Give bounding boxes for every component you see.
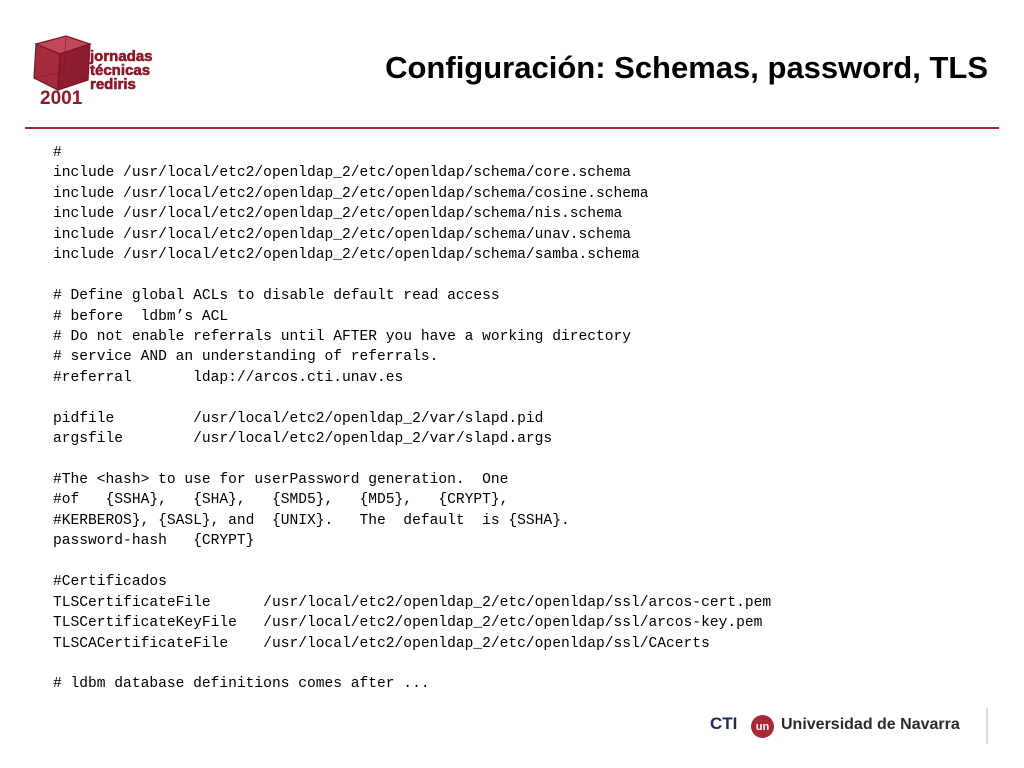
code-line: #The <hash> to use for userPassword generation. One — [53, 472, 509, 488]
code-line: #of {SSHA}, {SHA}, {SMD5}, {MD5}, {CRYPT}, — [53, 492, 509, 509]
code-line: # — [53, 145, 62, 161]
code-line: #Certificados — [53, 574, 167, 591]
code-line — [53, 552, 1003, 572]
logo-word-2: técnicas — [90, 62, 151, 79]
code-line — [53, 388, 1003, 408]
code-line: TLSCertificateFile /usr/local/etc2/openldap_2/etc/openldap/ssl/arcos-cert.pem — [53, 594, 772, 611]
code-line: # Do not enable referrals until AFTER you have a working directory — [53, 328, 632, 345]
footer-branding — [708, 708, 988, 748]
code-line — [53, 450, 1003, 470]
code-line: include /usr/local/etc2/openldap_2/etc/openldap/schema/samba.schema — [53, 247, 640, 264]
code-line: include /usr/local/etc2/openldap_2/etc/openldap/schema/cosine.schema — [53, 185, 649, 202]
code-line: #KERBEROS}, {SASL}, and {UNIX}. The default is {SSHA}. — [53, 512, 570, 529]
code-line — [53, 654, 1003, 674]
logo — [28, 32, 178, 110]
logo-year: 2001 — [40, 88, 83, 109]
code-line: password-hash {CRYPT} — [53, 533, 255, 550]
code-line: argsfile /usr/local/etc2/openldap_2/var/slapd.args — [53, 431, 553, 448]
page-title: Configuración: Schemas, password, TLS — [385, 50, 988, 85]
university-name: Universidad de Navarra — [781, 716, 960, 733]
cti-label: CTI — [710, 714, 738, 733]
code-line: include /usr/local/etc2/openldap_2/etc/openldap/schema/core.schema — [53, 165, 632, 182]
title-divider — [25, 127, 999, 129]
config-code-block — [53, 143, 1003, 695]
code-line: # Define global ACLs to disable default read access — [53, 288, 500, 305]
logo-word-3: rediris — [90, 76, 136, 93]
code-line: include /usr/local/etc2/openldap_2/etc/openldap/schema/nis.schema — [53, 206, 623, 223]
code-line — [53, 266, 1003, 286]
code-line: TLSCertificateKeyFile /usr/local/etc2/openldap_2/etc/openldap/ssl/arcos-key.pem — [53, 615, 763, 632]
code-line: #referral ldap://arcos.cti.unav.es — [53, 369, 404, 386]
code-line: TLSCACertificateFile /usr/local/etc2/openldap_2/etc/openldap/ssl/CAcerts — [53, 635, 710, 652]
code-line: # service AND an understanding of referrals. — [53, 349, 439, 366]
code-line: include /usr/local/etc2/openldap_2/etc/openldap/schema/unav.schema — [53, 226, 632, 243]
university-logo-icon: un — [751, 715, 774, 738]
code-line: # ldbm database definitions comes after ... — [53, 676, 430, 693]
code-line: # before ldbm’s ACL — [53, 308, 229, 325]
code-line: pidfile /usr/local/etc2/openldap_2/var/slapd.pid — [53, 410, 544, 427]
footer-divider — [986, 708, 988, 744]
logo-word-1: jornadas — [90, 48, 153, 65]
